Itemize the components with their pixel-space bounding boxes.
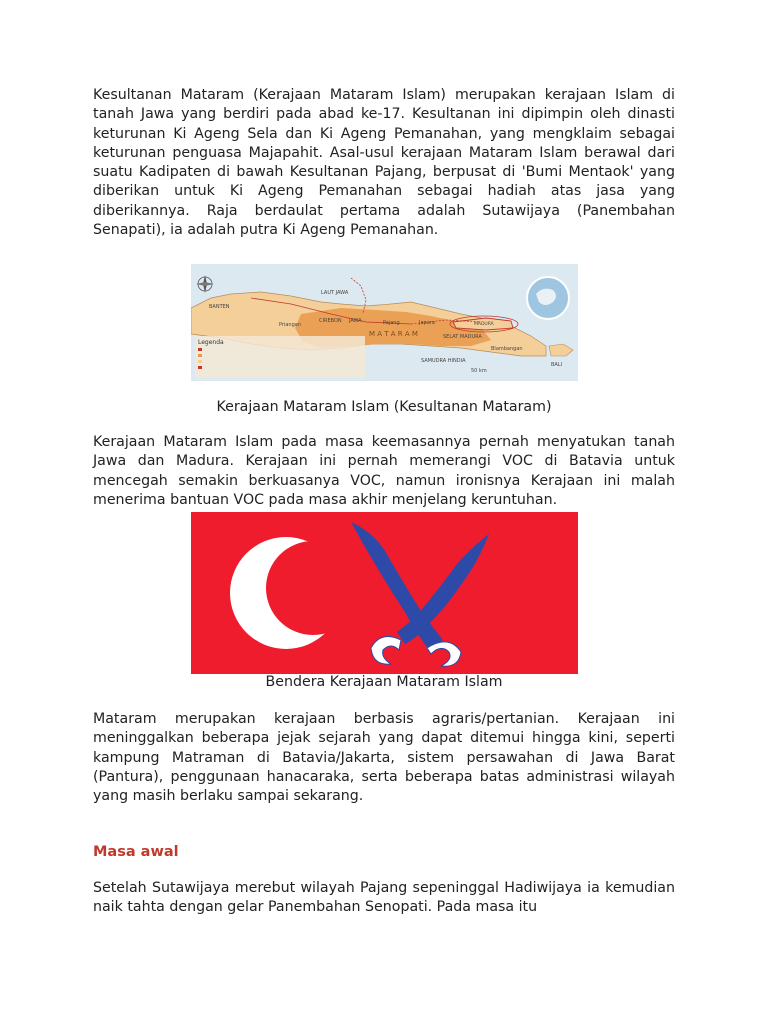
map-place-5: Japara [419, 320, 435, 326]
map-place-2: CIREBON [319, 318, 342, 324]
paragraph-masa-awal: Setelah Sutawijaya merebut wilayah Pajang sepeninggal Hadiwijaya ia kemudian naik tahta dengan gelar Panembahan Senopati. Pada masa itu [93, 880, 675, 916]
java-map-image [191, 264, 578, 381]
map-legend-title: Legenda [198, 339, 224, 346]
paragraph-intro: Kesultanan Mataram (Kerajaan Mataram Islam) merupakan kerajaan Islam di tanah Jawa yang berdiri pada abad ke-17. Kesultanan ini dipimpin oleh dinasti keturunan Ki Ageng Sela dan Ki Ageng Pemanahan, yang mengklaim sebagai keturunan penguasa Majapahit. Asal-usul kerajaan Mataram Islam berawal dari suatu Kadipaten di bawah Kesultanan Pajang, berpusat di 'Bumi Mentaok' yang diberikan untuk Ki Ageng Pemanahan sebagai hadiah atas jasa yang diberikannya. Raja berdaulat pertama adalah Sutawijaya (Panembahan Senapati), ia adalah putra Ki Ageng Pemanahan. [93, 87, 675, 239]
section-heading-masa-awal: Masa awal [93, 844, 179, 860]
flag-caption: Bendera Kerajaan Mataram Islam [265, 674, 503, 690]
map-place-6: MADURA [474, 322, 494, 327]
map-place-8: BALI [551, 362, 563, 368]
map-scale: 50 km [471, 368, 487, 374]
paragraph-agrarian: Mataram merupakan kerajaan berbasis agraris/pertanian. Kerajaan ini meninggalkan beberapa jejak sejarah yang dapat ditemui hingga kini, seperti kampung Matraman di Batavia/Jakarta, sistem persawahan di Jawa Barat (Pantura), penggunaan hanacaraka, serta beberapa batas administrasi wilayah yang masih berlaku sampai sekarang. [93, 711, 675, 805]
map-label-region: M A T A R A M [369, 330, 418, 338]
flag-figure [191, 512, 578, 674]
globe-inset-icon [527, 277, 569, 319]
mataram-flag-image [191, 512, 578, 674]
map-label-sea-north: LAUT JAWA [321, 290, 349, 296]
map-place-1: Priangan [279, 322, 302, 328]
map-figure [191, 264, 578, 381]
map-place-0: BANTEN [209, 304, 230, 310]
map-place-4: Pajang [383, 320, 400, 326]
map-place-3: JAWA [349, 318, 362, 324]
map-caption: Kerajaan Mataram Islam (Kesultanan Mataram) [216, 399, 552, 415]
map-label-sea-south: SAMUDRA HINDIA [421, 358, 466, 364]
map-place-7: Blambangan [491, 346, 523, 352]
paragraph-golden-age: Kerajaan Mataram Islam pada masa keemasannya pernah menyatukan tanah Jawa dan Madura. Kerajaan ini pernah memerangi VOC di Batavia untuk mencegah semakin berkuasanya VOC, namun ironisnya Kerajaan ini malah menerima bantuan VOC pada masa akhir menjelang keruntuhan. [93, 434, 675, 508]
map-label-strait: SELAT MADURA [443, 334, 482, 340]
